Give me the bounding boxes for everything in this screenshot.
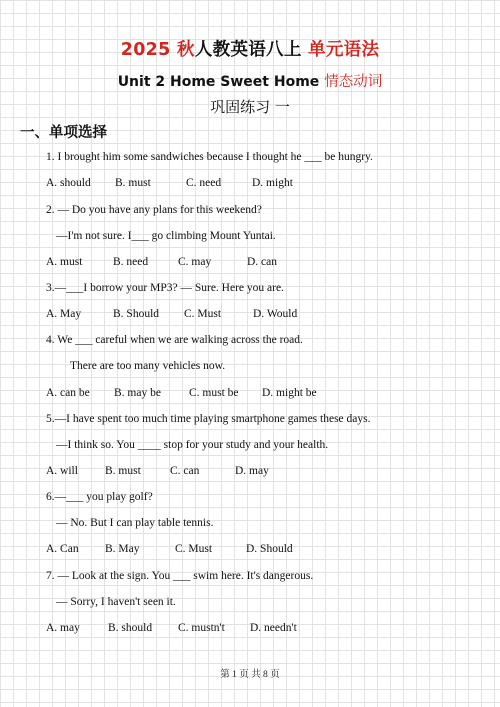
question-2-line-2: —I'm not sure. I___ go climbing Mount Yuntai. bbox=[56, 230, 276, 242]
title-season: 秋 bbox=[177, 40, 195, 60]
unit-name: Unit 2 Home Sweet Home bbox=[117, 74, 320, 90]
title-book: 人教英语八上 bbox=[194, 40, 302, 60]
question-3-option-d: D. Would bbox=[253, 308, 298, 320]
page-footer: 第 1 页 共 8 页 bbox=[220, 670, 280, 680]
section-heading: 一、单项选择 bbox=[20, 125, 107, 141]
question-6-line-2: — No. But I can play table tennis. bbox=[56, 517, 214, 529]
title-year: 2025 bbox=[120, 40, 171, 60]
question-7-option-d: D. needn't bbox=[250, 622, 297, 634]
question-4-option-a: A. can be bbox=[46, 387, 90, 399]
question-2-option-d: D. can bbox=[247, 256, 278, 268]
question-2-option-c: C. may bbox=[178, 256, 212, 268]
practice-heading: 巩固练习 一 bbox=[210, 98, 290, 116]
question-4-option-d: D. might be bbox=[262, 387, 317, 399]
question-2-option-a: A. must bbox=[46, 256, 83, 268]
question-1-option-b: B. must bbox=[115, 177, 151, 189]
question-7-line-2: — Sorry, I haven't seen it. bbox=[56, 596, 176, 608]
question-7-stem: 7. — Look at the sign. You ___ swim here. It's dangerous. bbox=[46, 570, 314, 582]
question-5-option-d: D. may bbox=[235, 465, 269, 477]
question-6-option-a: A. Can bbox=[46, 543, 79, 555]
question-5-option-b: B. must bbox=[105, 465, 141, 477]
question-4-option-c: C. must be bbox=[189, 387, 239, 399]
question-2-option-b: B. need bbox=[113, 256, 149, 268]
question-4-stem: 4. We ___ careful when we are walking across the road. bbox=[46, 334, 303, 346]
question-5-option-a: A. will bbox=[46, 465, 78, 477]
grammar-topic: 情态动词 bbox=[324, 74, 383, 90]
page-title bbox=[0, 36, 500, 61]
question-5-stem: 5.—I have spent too much time playing smartphone games these days. bbox=[46, 413, 371, 425]
question-3-option-c: C. Must bbox=[184, 308, 222, 320]
question-1-option-c: C. need bbox=[186, 177, 222, 189]
question-4-line-2: There are too many vehicles now. bbox=[70, 360, 226, 372]
question-2-stem: 2. — Do you have any plans for this weekend? bbox=[46, 204, 262, 216]
question-6-stem: 6.—___ you play golf? bbox=[46, 491, 153, 503]
question-1-option-a: A. should bbox=[46, 177, 91, 189]
question-7-option-a: A. may bbox=[46, 622, 80, 634]
question-5-option-c: C. can bbox=[170, 465, 200, 477]
question-7-option-c: C. mustn't bbox=[178, 622, 225, 634]
question-6-option-b: B. May bbox=[105, 543, 140, 555]
title-topic: 单元语法 bbox=[308, 40, 380, 60]
question-3-option-a: A. May bbox=[46, 308, 82, 320]
question-6-option-d: D. Should bbox=[246, 543, 293, 555]
question-4-option-b: B. may be bbox=[114, 387, 161, 399]
question-3-option-b: B. Should bbox=[113, 308, 160, 320]
question-6-option-c: C. Must bbox=[175, 543, 213, 555]
question-1-option-d: D. might bbox=[252, 177, 293, 189]
question-3-stem: 3.—___I borrow your MP3? — Sure. Here you are. bbox=[46, 282, 284, 294]
question-7-option-b: B. should bbox=[108, 622, 153, 634]
question-1-stem: 1. I brought him some sandwiches because I thought he ___ be hungry. bbox=[46, 151, 373, 163]
unit-subtitle bbox=[0, 70, 500, 91]
question-5-line-2: —I think so. You ____ stop for your study and your health. bbox=[56, 439, 329, 451]
